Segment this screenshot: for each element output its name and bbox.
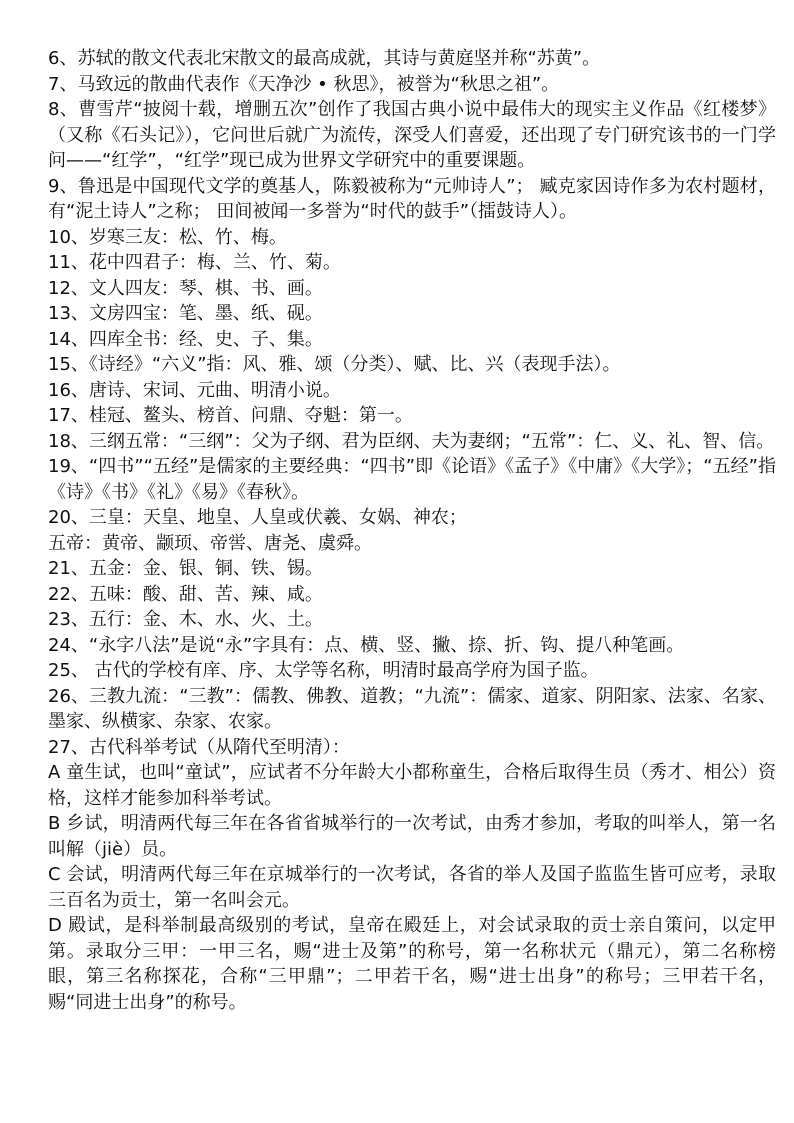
paragraph-item-18: 18、三纲五常：“三纲”：父为子纲、君为臣纲、夫为妻纲；“五常”：仁、义、礼、智、信。 xyxy=(48,430,775,452)
paragraph-item-17: 17、桂冠、鳌头、榜首、问鼎、夺魁：第一。 xyxy=(48,405,413,426)
paragraph-item-27-d: D 殿试，是科举制最高级别的考试，皇帝在殿廷上，对会试录取的贡士亲自策问，以定甲第。录取分三甲：一甲三名，赐“进士及第”的称号，第一名称状元（鼎元），第二名称榜眼，第三名称探花，合称“三甲鼎”；二甲若干名，赐“进士出身”的称号；三甲若干名，赐“同进士出身”的称号。 xyxy=(48,915,776,1013)
paragraph-item-6: 6、苏轼的散文代表北宋散文的最高成就，其诗与黄庭坚并称“苏黄”。 xyxy=(48,48,601,69)
paragraph-item-25: 25、 古代的学校有庠、序、太学等名称，明清时最高学府为国子监。 xyxy=(48,660,599,681)
paragraph-item-7: 7、马致远的散曲代表作《天净沙 • 秋思》，被誉为“秋思之祖”。 xyxy=(48,73,560,95)
paragraph-item-9: 9、鲁迅是中国现代文学的奠基人，陈毅被称为“元帅诗人”； 臧克家因诗作多为农村题材，有“泥土诗人”之称； 田间被闻一多誉为“时代的鼓手”（擂鼓诗人）。 xyxy=(48,175,776,222)
paragraph-item-27-a: A 童生试，也叫“童试”，应试者不分年龄大小都称童生，合格后取得生员（秀才、相公）资格，这样才能参加科举考试。 xyxy=(48,762,776,809)
paragraph-item-27-b: B 乡试，明清两代每三年在各省省城举行的一次考试，由秀才参加，考取的叫举人，第一名叫解（jiè）员。 xyxy=(48,813,776,860)
paragraph-item-8: 8、曹雪芹“披阅十载，增删五次”创作了我国古典小说中最伟大的现实主义作品《红楼梦》（又称《石头记》），它问世后就广为流传，深受人们喜爱，还出现了专门研究该书的一门学问——“红学”，“红学”现已成为世界文学研究中的重要课题。 xyxy=(48,99,776,171)
paragraph-item-11: 11、花中四君子：梅、兰、竹、菊。 xyxy=(48,252,341,273)
paragraph-item-27: 27、古代科举考试（从隋代至明清）： xyxy=(48,736,350,758)
paragraph-item-13: 13、文房四宝：笔、墨、纸、砚。 xyxy=(48,303,323,324)
paragraph-item-12: 12、文人四友：琴、棋、书、画。 xyxy=(48,277,323,299)
paragraph-item-23: 23、五行：金、木、水、火、土。 xyxy=(48,609,323,630)
paragraph-item-14: 14、四库全书：经、史、子、集。 xyxy=(48,328,323,350)
paragraph-item-10: 10、岁寒三友：松、竹、梅。 xyxy=(48,226,287,248)
paragraph-item-24: 24、“永字八法”是说“永”字具有：点、横、竖、撇、捺、折、钩、提八种笔画。 xyxy=(48,634,685,656)
paragraph-item-20-continued: 五帝：黄帝、颛顼、帝喾、唐尧、虞舜。 xyxy=(48,532,372,554)
paragraph-item-26: 26、三教九流：“三教”：儒教、佛教、道教；“九流”：儒家、道家、阴阳家、法家、名家、墨家、纵横家、杂家、农家。 xyxy=(48,685,776,732)
paragraph-item-19: 19、“四书”“五经”是儒家的主要经典：“四书”即《论语》《孟子》《中庸》《大学》；“五经”指《诗》《书》《礼》《易》《春秋》。 xyxy=(48,456,776,503)
paragraph-item-22: 22、五味：酸、甜、苦、辣、咸。 xyxy=(48,583,323,605)
paragraph-item-27-c: C 会试，明清两代每三年在京城举行的一次考试，各省的举人及国子监监生皆可应考，录取三百名为贡士，第一名叫会元。 xyxy=(48,864,776,911)
paragraph-item-20: 20、三皇：天皇、地皇、人皇或伏羲、女娲、神农； xyxy=(48,507,467,528)
document-page xyxy=(48,46,776,1015)
paragraph-item-15: 15、《诗经》“六义”指：风、雅、颂（分类）、赋、比、兴（表现手法）。 xyxy=(48,354,621,375)
paragraph-item-21: 21、五金：金、银、铜、铁、锡。 xyxy=(48,558,323,579)
paragraph-item-16: 16、唐诗、宋词、元曲、明清小说。 xyxy=(48,379,341,401)
